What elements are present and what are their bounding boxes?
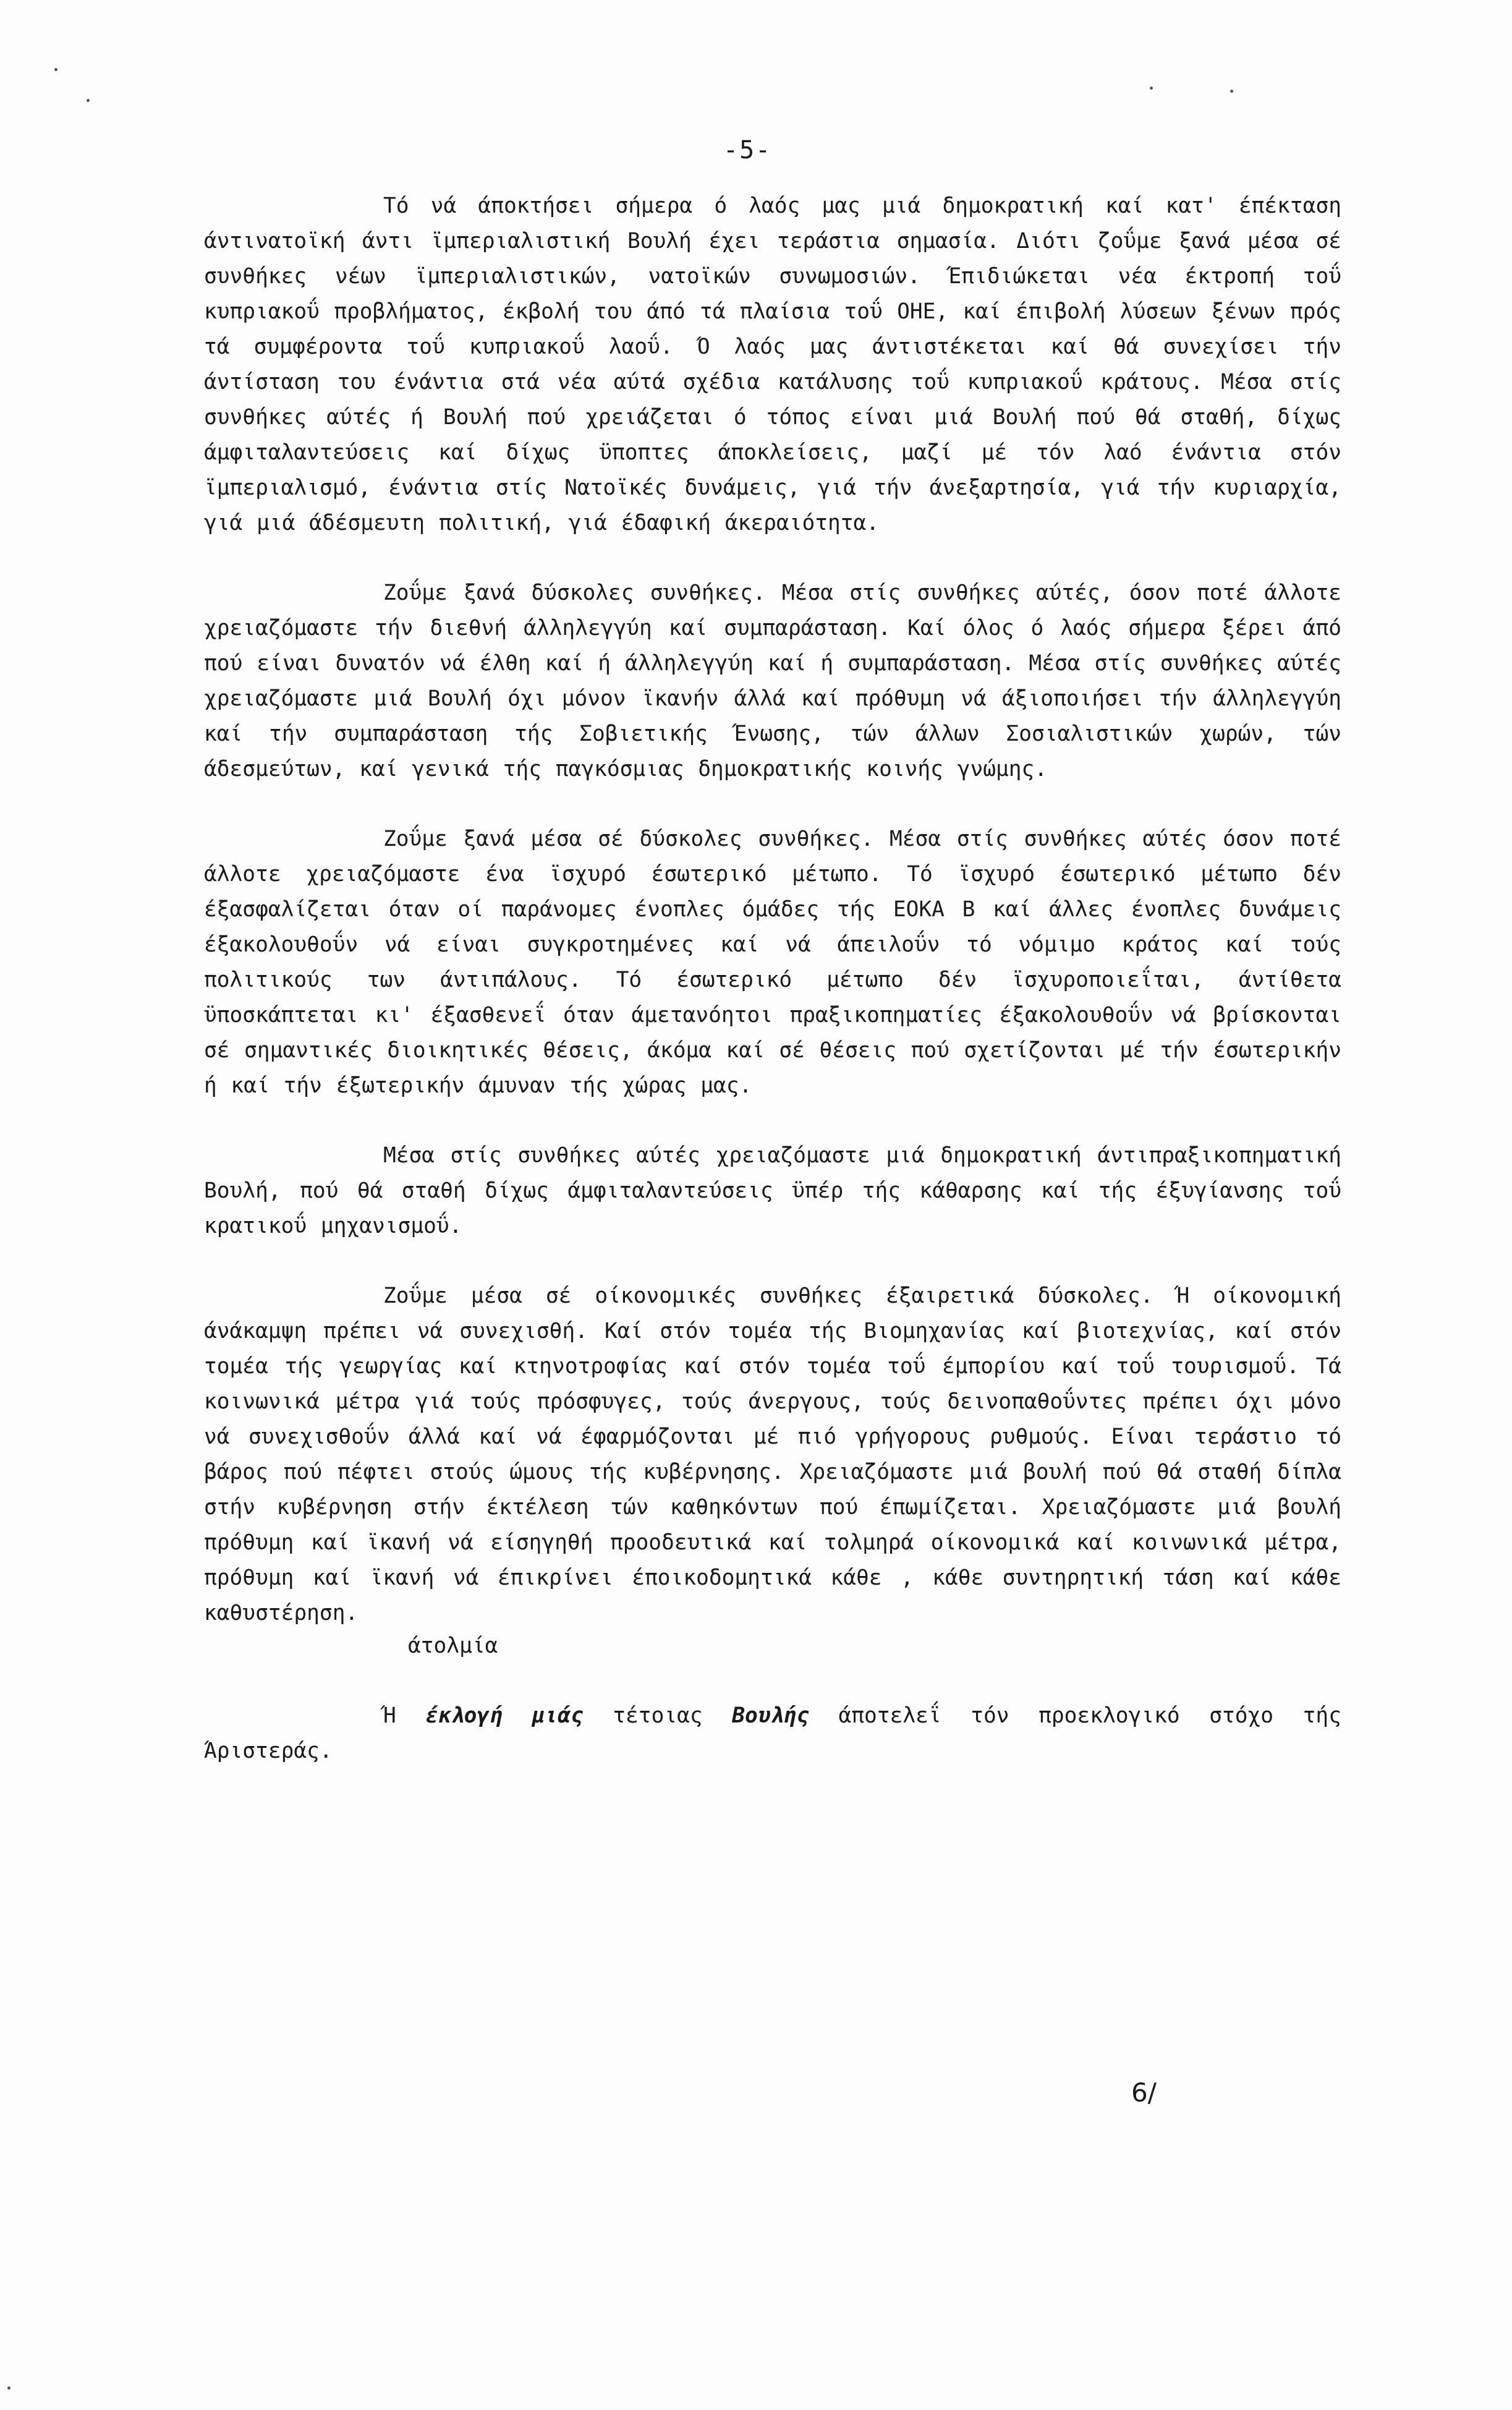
- closing-rest: άποτελεΐ τόν προεκλογικό στόχο τής Άριστεράς.: [204, 1703, 1341, 1763]
- scan-speck: [1230, 90, 1233, 93]
- closing-bold-phrase: έκλογή μιάς: [425, 1703, 584, 1728]
- paragraph-1: Τό νά άποκτήσει σήμερα ό λαός μας μιά δημοκρατική καί κατ' έπέκταση άντινατοϊκή άντι ϊμπεριαλιστική Βουλή έχει τεράστια σημασία. Διότι ζοΰμε ξανά μέσα σέ συνθήκες νέων ϊμπεριαλιστικών, νατοϊκών συνωμοσιών. Έπιδιώκεται νέα έκτροπή τοΰ κυπριακοΰ προβλήματος, έκβολή του άπό τά πλαίσια τοΰ ΟΗΕ, καί έπιβολή λύσεων ξένων πρός τά συμφέροντα τοΰ κυπριακοΰ λαοΰ. Ό λαός μας άντιστέκεται καί θά συνεχίσει τήν άντίσταση του ένάντια στά νέα αύτά σχέδια κατάλυσης τοΰ κυπριακοΰ κράτους. Μέσα στίς συνθήκες αύτές ή Βουλή πού χρειάζεται ό τόπος είναι μιά Βουλή πού θά σταθή, δίχως άμφιταλαντεύσεις καί δίχως ϋποπτες άποκλείσεις, μαζί μέ τόν λαό ένάντια στόν ϊμπεριαλισμό, ένάντια στίς Νατοϊκές δυνάμεις, γιά τήν άνεξαρτησία, γιά τήν κυριαρχία, γιά μιά άδέσμευτη πολιτική, γιά έδαφική άκεραιότητα.: [204, 194, 1341, 535]
- closing-lead: Ή: [383, 1703, 396, 1728]
- paragraph-3: Ζοΰμε ξανά μέσα σέ δύσκολες συνθήκες. Μέσα στίς συνθήκες αύτές όσον ποτέ άλλοτε χρειαζόμαστε ένα ϊσχυρό έσωτερικό μέτωπο. Τό ϊσχυρό έσωτερικό μέτωπο δέν έξασφαλίζεται όταν οί παράνομες ένοπλες όμάδες τής ΕΟΚΑ Β καί άλλες ένοπλες δυνάμεις έξακολουθοΰν νά είναι συγκροτημένες καί νά άπειλοΰν τό νόμιμο κράτος καί τούς πολιτικούς των άντιπάλους. Τό έσωτερικό μέτωπο δέν ϊσχυροποιεΐται, άντίθετα ϋποσκάπτεται κι' έξασθενεΐ όταν άμετανόητοι πραξικοπηματίες έξακολουθοΰν νά βρίσκονται σέ σημαντικές διοικητικές θέσεις, άκόμα καί σέ θέσεις πού σχετίζονται μέ τήν έσωτερικήν ή καί τήν έξωτερικήν άμυναν τής χώρας μας.: [204, 827, 1341, 1098]
- scan-speck: [7, 2387, 11, 2390]
- document-body: [204, 189, 1341, 1803]
- paragraph-4: Μέσα στίς συνθήκες αύτές χρειαζόμαστε μιά δημοκρατική άντιπραξικοπηματική Βουλή, πού θά σταθή δίχως άμφιταλαντεύσεις ϋπέρ τής κάθαρσης καί τής έξυγίανσης τοΰ κρατικοΰ μηχανισμοΰ.: [204, 1143, 1341, 1238]
- next-page-reference: 6/: [1131, 2077, 1157, 2108]
- inserted-word: άτολμία: [408, 1633, 498, 1658]
- page-number: -5-: [723, 136, 772, 164]
- paragraph-2: Ζοΰμε ξανά δύσκολες συνθήκες. Μέσα στίς συνθήκες αύτές, όσον ποτέ άλλοτε χρειαζόμαστε τήν διεθνή άλληλεγγύη καί συμπαράσταση. Καί όλος ό λαός σήμερα ξέρει άπό πού είναι δυνατόν νά έλθη καί ή άλληλεγγύη καί ή συμπαράσταση. Μέσα στίς συνθήκες αύτές χρειαζόμαστε μιά Βουλή όχι μόνον ϊκανήν άλλά καί πρόθυμη νά άξιοποιήσει τήν άλληλεγγύη καί τήν συμπαράσταση τής Σοβιετικής Ένωσης, τών άλλων Σοσιαλιστικών χωρών, τών άδεσμεύτων, καί γενικά τής παγκόσμιας δημοκρατικής κοινής γνώμης.: [204, 581, 1341, 781]
- scan-speck: [1150, 87, 1153, 90]
- closing-middle: τέτοιας: [613, 1703, 703, 1728]
- paragraph-5: Ζοΰμε μέσα σέ οίκονομικές συνθήκες έξαιρετικά δύσκολες. Ή οίκονομική άνάκαμψη πρέπει νά συνεχισθή. Καί στόν τομέα τής Βιομηχανίας καί βιοτεχνίας, καί στόν τομέα τής γεωργίας καί κτηνοτροφίας καί στόν τομέα τοΰ έμπορίου καί τοΰ τουρισμοΰ. Τά κοινωνικά μέτρα γιά τούς πρόσφυγες, τούς άνεργους, τούς δεινοπαθοΰντες πρέπει όχι μόνο νά συνεχισθοΰν άλλά καί νά έφαρμόζονται μέ πιό γρήγορους ρυθμούς. Είναι τεράστιο τό βάρος πού πέφτει στούς ώμους τής κυβέρνησης. Χρειαζόμαστε μιά βουλή πού θά σταθή δίπλα στήν κυβέρνηση στήν έκτέλεση τών καθηκόντων πού έπωμίζεται. Χρειαζόμαστε μιά βουλή πρόθυμη καί ϊκανή νά είσηγηθή προοδευτικά καί τολμηρά οίκονομικά καί κοινωνικά μέτρα, πρόθυμη καί ϊκανή νά έπικρίνει έποικοδομητικά κάθε , κάθε συντηρητική τάση καί κάθε καθυστέρηση.: [204, 1284, 1341, 1625]
- closing-paragraph: [204, 1698, 1341, 1769]
- closing-bold-word: Βουλής: [732, 1703, 809, 1728]
- scan-speck: [87, 99, 90, 102]
- scan-speck: [54, 68, 57, 71]
